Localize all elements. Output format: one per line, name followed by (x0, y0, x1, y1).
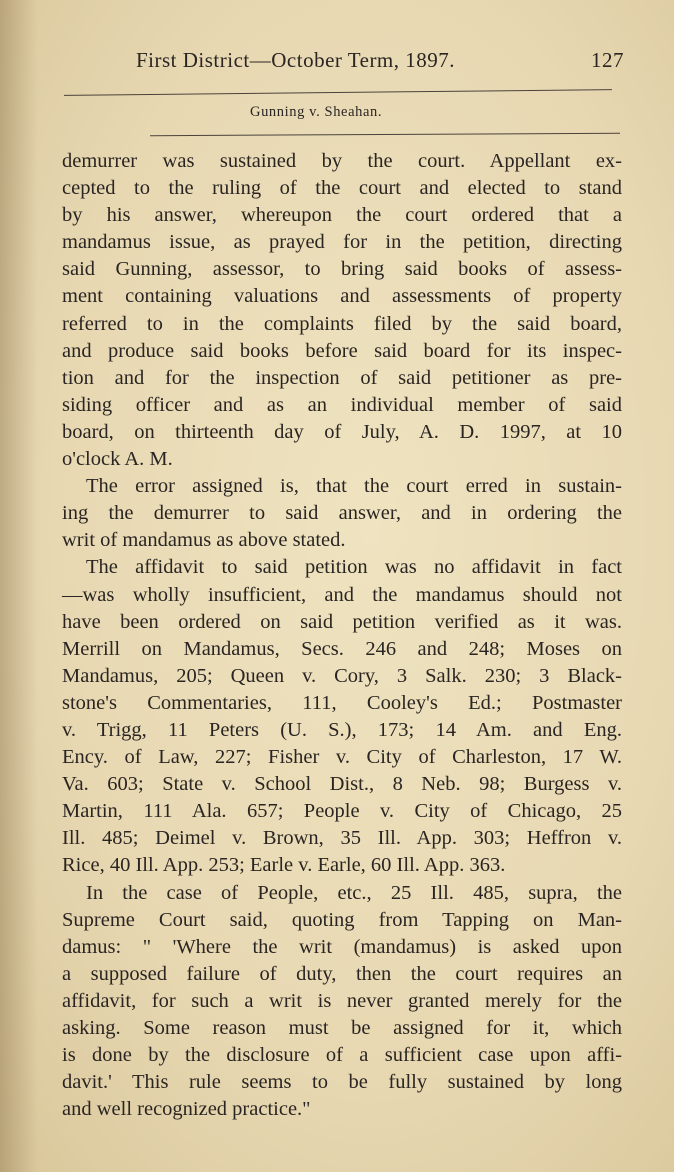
text-line: siding officer and as an individual member of said (62, 393, 622, 416)
text-line: Mandamus, 205; Queen v. Cory, 3 Salk. 230; 3 Black- (62, 664, 622, 687)
text-line: affidavit, for such a writ is never granted merely for the (62, 989, 622, 1012)
case-title: Gunning v. Sheahan. (250, 104, 383, 120)
text-line: —was wholly insufficient, and the mandamus should not (62, 583, 622, 606)
text-line: ing the demurrer to said answer, and in ordering the (62, 502, 622, 525)
text-line: tion and for the inspection of said petitioner as pre- (62, 366, 622, 389)
text-line: ment containing valuations and assessments of property (62, 285, 622, 308)
text-line: Rice, 40 Ill. App. 253; Earle v. Earle, 60 Ill. App. 363. (62, 854, 506, 877)
text-line: mandamus issue, as prayed for in the petition, directing (62, 231, 622, 254)
text-line: cepted to the ruling of the court and elected to stand (62, 177, 622, 200)
text-line: referred to in the complaints filed by the said board, (62, 312, 622, 335)
text-line: have been ordered on said petition verified as it was. (62, 610, 622, 633)
text-line: and well recognized practice." (62, 1098, 311, 1121)
binding-shadow (0, 0, 38, 1172)
text-line: v. Trigg, 11 Peters (U. S.), 173; 14 Am. and Eng. (62, 718, 622, 741)
text-line: writ of mandamus as above stated. (62, 529, 346, 552)
paragraph-start: The error assigned is, that the court erred in sustain- (86, 475, 622, 498)
text-line: Merrill on Mandamus, Secs. 246 and 248; Moses on (62, 637, 622, 660)
text-line: Martin, 111 Ala. 657; People v. City of Chicago, 25 (62, 800, 622, 823)
text-line: demurrer was sustained by the court. Appellant ex- (62, 150, 622, 172)
text-line: said Gunning, assessor, to bring said books of assess- (62, 258, 622, 281)
running-head-title: First District—October Term, 1897. (136, 48, 456, 72)
body-text (62, 148, 622, 1123)
text-line: is done by the disclosure of a sufficient case upon affi- (62, 1044, 622, 1067)
text-line: o'clock A. M. (62, 448, 173, 471)
text-line: asking. Some reason must be assigned for it, which (62, 1017, 622, 1039)
paragraph-start: In the case of People, etc., 25 Ill. 485, supra, the (86, 881, 622, 904)
paragraph-start: The affidavit to said petition was no affidavit in fact (86, 556, 622, 579)
header-rule-bottom (150, 133, 620, 136)
header-rule-top (64, 89, 612, 96)
page-number: 127 (591, 48, 624, 72)
text-line: Supreme Court said, quoting from Tapping on Man- (62, 908, 622, 931)
text-line: stone's Commentaries, 111, Cooley's Ed.; Postmaster (62, 691, 622, 714)
text-line: damus: " 'Where the writ (mandamus) is asked upon (62, 935, 622, 958)
text-line: board, on thirteenth day of July, A. D. 1997, at 10 (62, 420, 622, 443)
text-line: Ency. of Law, 227; Fisher v. City of Charleston, 17 W. (62, 746, 622, 769)
text-line: davit.' This rule seems to be fully sustained by long (62, 1071, 622, 1094)
text-line: Ill. 485; Deimel v. Brown, 35 Ill. App. 303; Heffron v. (62, 827, 622, 850)
text-line: a supposed failure of duty, then the court requires an (62, 962, 622, 985)
text-line: and produce said books before said board for its inspec- (62, 339, 622, 362)
text-line: Va. 603; State v. School Dist., 8 Neb. 98; Burgess v. (62, 773, 622, 796)
text-line: by his answer, whereupon the court ordered that a (62, 204, 622, 227)
